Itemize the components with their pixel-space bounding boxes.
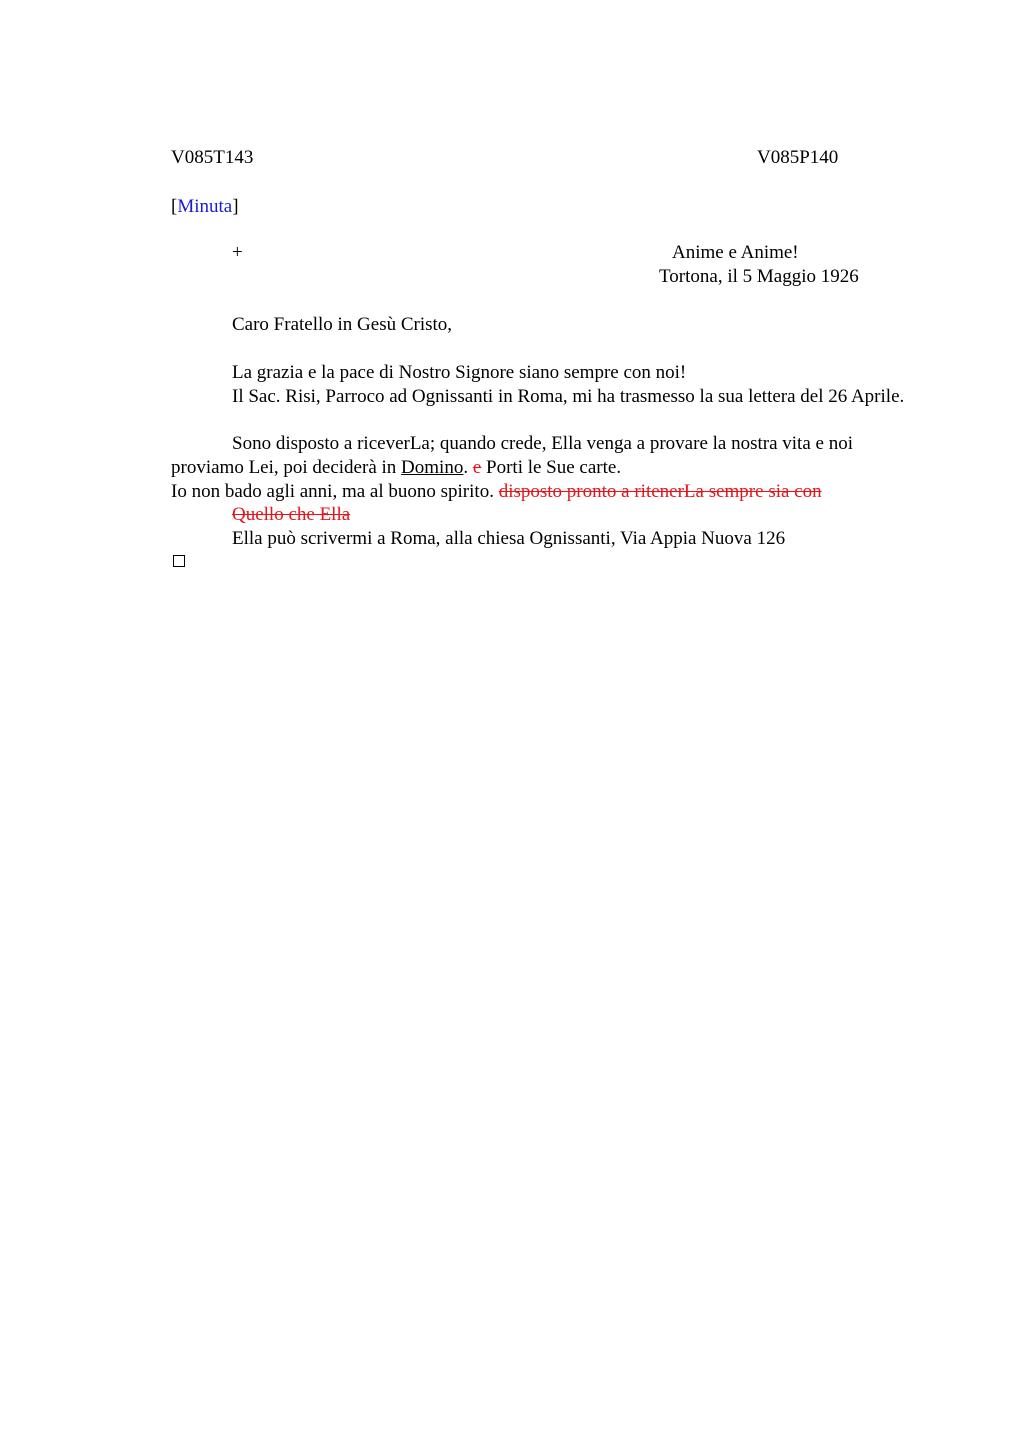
paragraph-letter-received: Il Sac. Risi, Parroco ad Ognissanti in Roma, mi ha trasmesso la sua lettera del 26 Aprile. xyxy=(232,386,905,407)
end-mark-square-icon xyxy=(173,555,185,567)
para2-text: Sono disposto a riceverLa; quando crede, Ella venga a provare la nostra vita e noi proviamo Lei, poi deciderà in xyxy=(171,433,853,478)
greeting-line: La grazia e la pace di Nostro Signore siano sempre con noi! xyxy=(232,362,687,383)
paragraph-address: Ella può scrivermi a Roma, alla chiesa Ognissanti, Via Appia Nuova 126 xyxy=(232,528,786,549)
domino-underlined: Domino xyxy=(401,457,464,478)
left-archive-code: V085T143 xyxy=(171,147,254,168)
note-open-bracket: [ xyxy=(171,196,178,217)
deleted-e: e xyxy=(472,457,482,478)
note-label: Minuta xyxy=(177,196,233,217)
cross-symbol: + xyxy=(232,242,243,263)
deleted-passage-line2: Quello che Ella xyxy=(232,504,351,525)
para2-dot: . xyxy=(463,457,473,478)
right-archive-code: V085P140 xyxy=(757,147,839,168)
deleted-passage-line1: disposto pronto a ritenerLa sempre sia con xyxy=(498,481,822,502)
para3-text: Io non bado agli anni, ma al buono spirito. xyxy=(171,481,499,502)
motto: Anime e Anime! xyxy=(672,242,799,263)
salutation: Caro Fratello in Gesù Cristo, xyxy=(232,314,453,335)
paragraph-spirit xyxy=(171,480,822,504)
place-date: Tortona, il 5 Maggio 1926 xyxy=(659,266,859,287)
paragraph-disposto xyxy=(171,432,911,480)
para2-end: Porti le Sue carte. xyxy=(481,457,622,478)
note-close-bracket: ] xyxy=(232,196,239,217)
minuta-note xyxy=(171,195,239,219)
